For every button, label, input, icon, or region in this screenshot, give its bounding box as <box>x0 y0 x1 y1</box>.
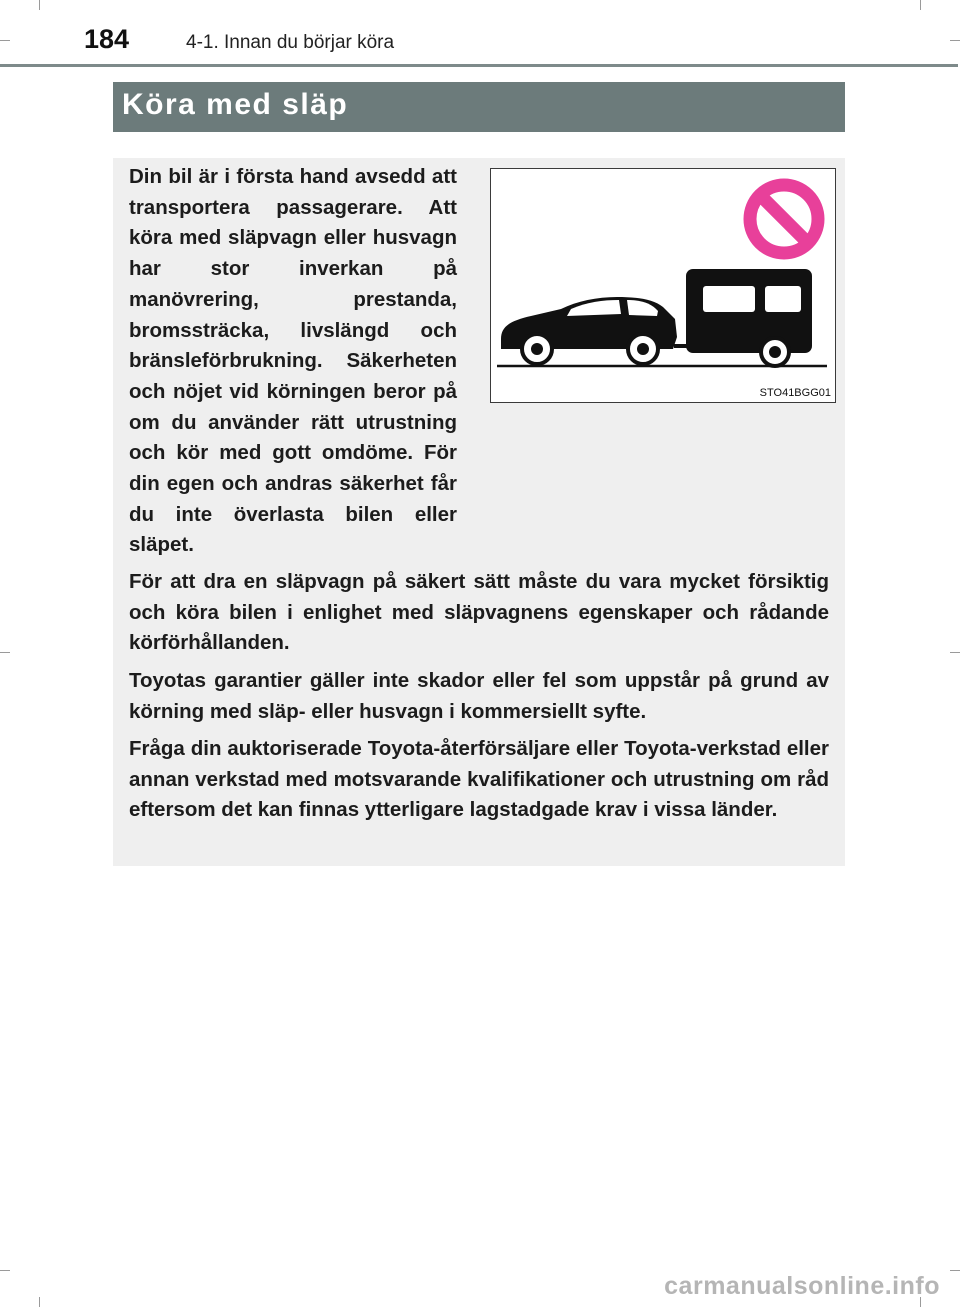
page-header <box>0 0 960 68</box>
towing-illustration <box>490 168 836 403</box>
crop-mark <box>0 652 10 653</box>
paragraph-towing-safety: För att dra en släpvagn på säkert sätt måste du vara mycket försiktig och köra bilen i enlighet med släpvagnens egenskaper och rådande körförhållanden. <box>129 570 829 655</box>
header-divider <box>0 64 958 67</box>
page-number: 184 <box>84 24 130 54</box>
crop-mark <box>950 652 960 653</box>
paragraph-warranty: Toyotas garantier gäller inte skador eller fel som uppstår på grund av körning med släp- eller husvagn i kommersiellt syfte. <box>129 669 829 723</box>
content-box <box>113 158 845 866</box>
section-title: 4-1. Innan du börjar köra <box>186 32 395 53</box>
prohibition-icon <box>750 185 818 253</box>
paragraph-dealer-advice: Fråga din auktoriserade Toyota-återförsäljare eller Toyota-verkstad eller annan verkstad med motsvarande kvalifikationer och utrustning om råd eftersom det kan finnas ytterligare lagstadgade krav i vissa länder. <box>129 737 829 822</box>
watermark: carmanualsonline.info <box>664 1272 940 1300</box>
page-title: Köra med släp <box>122 88 349 121</box>
crop-mark <box>39 1297 40 1307</box>
car-icon <box>501 297 677 364</box>
intro-paragraph: Din bil är i första hand avsedd att transportera passagerare. Att köra med släpvagn eller husvagn har stor inverkan på manövrering, prestanda, bromssträcka, livslängd och bränsleförbrukning. Säkerheten och nöjet vid körningen beror på om du använder rätt utrustning och kör med gott omdöme. För din egen och andras säkerhet får du inte överlasta bilen eller släpet. <box>129 165 457 557</box>
trailer-icon <box>674 269 812 366</box>
car-towing-trailer-illustration <box>491 169 835 402</box>
crop-mark <box>0 1270 10 1271</box>
figure-code: STO41BGG01 <box>759 387 831 399</box>
title-bar <box>113 82 845 132</box>
crop-mark <box>950 1270 960 1271</box>
